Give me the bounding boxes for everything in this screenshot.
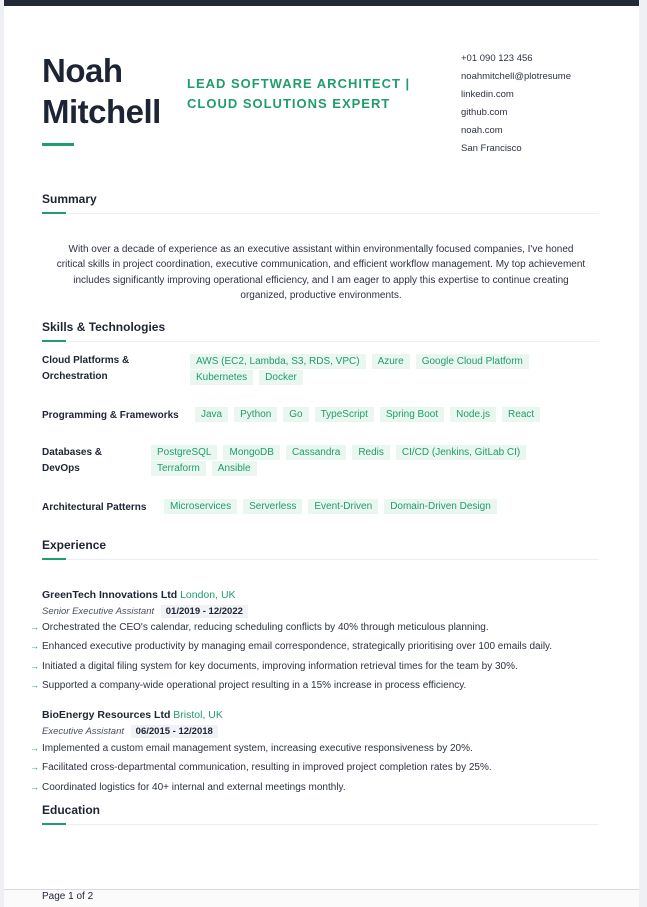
job-bullets: [30, 739, 610, 797]
experience-heading: Experience: [42, 538, 107, 552]
contact-phone[interactable]: +01 090 123 456: [461, 53, 533, 64]
skill-label-line: Databases &: [42, 447, 103, 458]
bullet-text: Supported a company-wide operational project resulting in a 15% increase in process efficiency.: [42, 679, 467, 691]
skill-tag: Terraform: [151, 461, 206, 476]
bullet-item: [30, 657, 610, 676]
job-dates: 06/2015 - 12/2018: [131, 725, 218, 738]
arrow-right-icon: →: [30, 743, 39, 753]
tagline-line: CLOUD SOLUTIONS EXPERT: [187, 96, 391, 111]
bullet-text: Enhanced executive productivity by managing email correspondence, strategically prioritising over 100 emails daily.: [42, 641, 553, 653]
skill-tag: PostgreSQL: [151, 445, 217, 460]
skill-tag: CI/CD (Jenkins, GitLab CI): [396, 445, 526, 460]
skill-tag: TypeScript: [315, 407, 374, 422]
bullet-text: Coordinated logistics for 40+ internal and external meetings monthly.: [42, 781, 346, 793]
arrow-right-icon: →: [30, 660, 39, 671]
skill-tag: MongoDB: [223, 445, 279, 460]
skill-tag: Spring Boot: [380, 407, 444, 422]
bullet-text: Implemented a custom email management system, increasing executive responsiveness by 20%.: [42, 743, 473, 754]
bullet-item: [30, 618, 610, 637]
skill-tag: Domain-Driven Design: [384, 499, 497, 514]
job-meta: [42, 605, 248, 619]
skill-tag-list: [190, 354, 562, 385]
skill-tag: Azure: [372, 354, 410, 369]
last-name: Mitchell: [42, 93, 161, 130]
experience-divider: [42, 559, 599, 560]
bullet-item: [30, 637, 610, 656]
skill-group-label: [42, 408, 179, 424]
skill-tag: AWS (EC2, Lambda, S3, RDS, VPC): [190, 354, 366, 369]
page-footer: [4, 889, 639, 907]
contact-email[interactable]: noahmitchell@plotresume: [461, 70, 571, 82]
bullet-item: [30, 778, 610, 797]
contact-website[interactable]: noah.com: [461, 124, 503, 136]
contact-list: [461, 50, 571, 157]
bullet-text: Initiated a digital filing system for key documents, improving information retrieval times for the team by 30%.: [42, 660, 518, 672]
skill-label-line: Cloud Platforms &: [42, 355, 130, 366]
skill-group-label: [42, 500, 146, 516]
job-company: [42, 708, 223, 722]
skill-group-label: [42, 445, 102, 477]
education-heading: Education: [42, 803, 101, 817]
divider-accent: [42, 558, 66, 560]
skill-label-line: Orchestration: [42, 371, 108, 382]
company-location: Bristol, UK: [173, 709, 223, 721]
job-bullets: [30, 618, 610, 695]
tagline-line: LEAD SOFTWARE ARCHITECT |: [187, 76, 411, 91]
first-name: Noah: [42, 52, 123, 89]
skill-tag: Docker: [259, 370, 303, 385]
job-tagline: [187, 74, 427, 114]
job-role: Executive Assistant: [42, 726, 125, 737]
company-name: BioEnergy Resources Ltd: [42, 709, 171, 721]
divider-accent: [42, 212, 66, 214]
summary-text: With over a decade of experience as an executive assistant within environmentally focused companies, I've honed critical skills in project coordination, executive communication, and efficient workflow management. My top achievement includes significantly improving operational efficiency, and I am eager to apply this expertise to continue creating organized, productive environments.: [56, 244, 586, 301]
divider-accent: [42, 823, 66, 825]
job-company: [42, 588, 236, 602]
skills-heading: Skills & Technologies: [42, 320, 166, 334]
skill-tag: Python: [234, 407, 277, 422]
skill-tag: Event-Driven: [308, 499, 378, 514]
skill-label-line: DevOps: [42, 463, 80, 474]
arrow-right-icon: →: [30, 762, 39, 773]
job-role: Senior Executive Assistant: [42, 606, 155, 617]
divider-accent: [42, 340, 66, 342]
contact-location: San Francisco: [461, 142, 522, 154]
skill-tag: Java: [195, 407, 228, 422]
name-underline: [42, 143, 74, 146]
skill-tag: Node.js: [450, 407, 496, 422]
skill-tag: Go: [283, 407, 308, 422]
skill-tag: Microservices: [164, 499, 237, 514]
contact-github[interactable]: github.com: [461, 106, 508, 118]
job-meta: [42, 725, 218, 739]
skill-tag-list: [164, 499, 584, 514]
bullet-item: [30, 739, 610, 758]
skills-divider: [42, 341, 599, 342]
bullet-text: Orchestrated the CEO's calendar, reducing scheduling conflicts by 40% through meticulous planning.: [42, 622, 489, 633]
skill-tag: Serverless: [243, 499, 302, 514]
skill-tag: Redis: [352, 445, 390, 460]
skill-label-line: Programming & Frameworks: [42, 410, 179, 421]
page-indicator: Page 1 of 2: [42, 891, 94, 902]
skill-tag: Kubernetes: [190, 370, 253, 385]
arrow-right-icon: →: [30, 781, 39, 792]
bullet-text: Facilitated cross-departmental communication, resulting in improved project completion rates by 25%.: [42, 762, 492, 774]
resume-page: [4, 0, 639, 900]
arrow-right-icon: →: [30, 641, 39, 652]
bullet-item: [30, 758, 610, 777]
arrow-right-icon: →: [30, 679, 39, 690]
candidate-name: [42, 50, 161, 132]
skill-tag: React: [502, 407, 540, 422]
bullet-item: [30, 676, 610, 695]
arrow-right-icon: →: [30, 622, 39, 632]
skill-label-line: Architectural Patterns: [42, 502, 147, 513]
summary-heading: Summary: [42, 192, 97, 206]
education-divider: [42, 824, 599, 825]
skill-tag: Ansible: [212, 461, 257, 476]
skill-tag: Google Cloud Platform: [416, 354, 529, 369]
skill-group-label: [42, 353, 129, 385]
job-dates: 01/2019 - 12/2022: [161, 605, 248, 618]
summary-divider: [42, 213, 599, 214]
skill-tag-list: [151, 445, 561, 476]
skill-tag-list: [195, 407, 585, 422]
contact-linkedin[interactable]: linkedin.com: [461, 88, 514, 100]
company-location: London, UK: [180, 589, 236, 601]
skill-tag: Cassandra: [286, 445, 346, 460]
company-name: GreenTech Innovations Ltd: [42, 589, 178, 601]
